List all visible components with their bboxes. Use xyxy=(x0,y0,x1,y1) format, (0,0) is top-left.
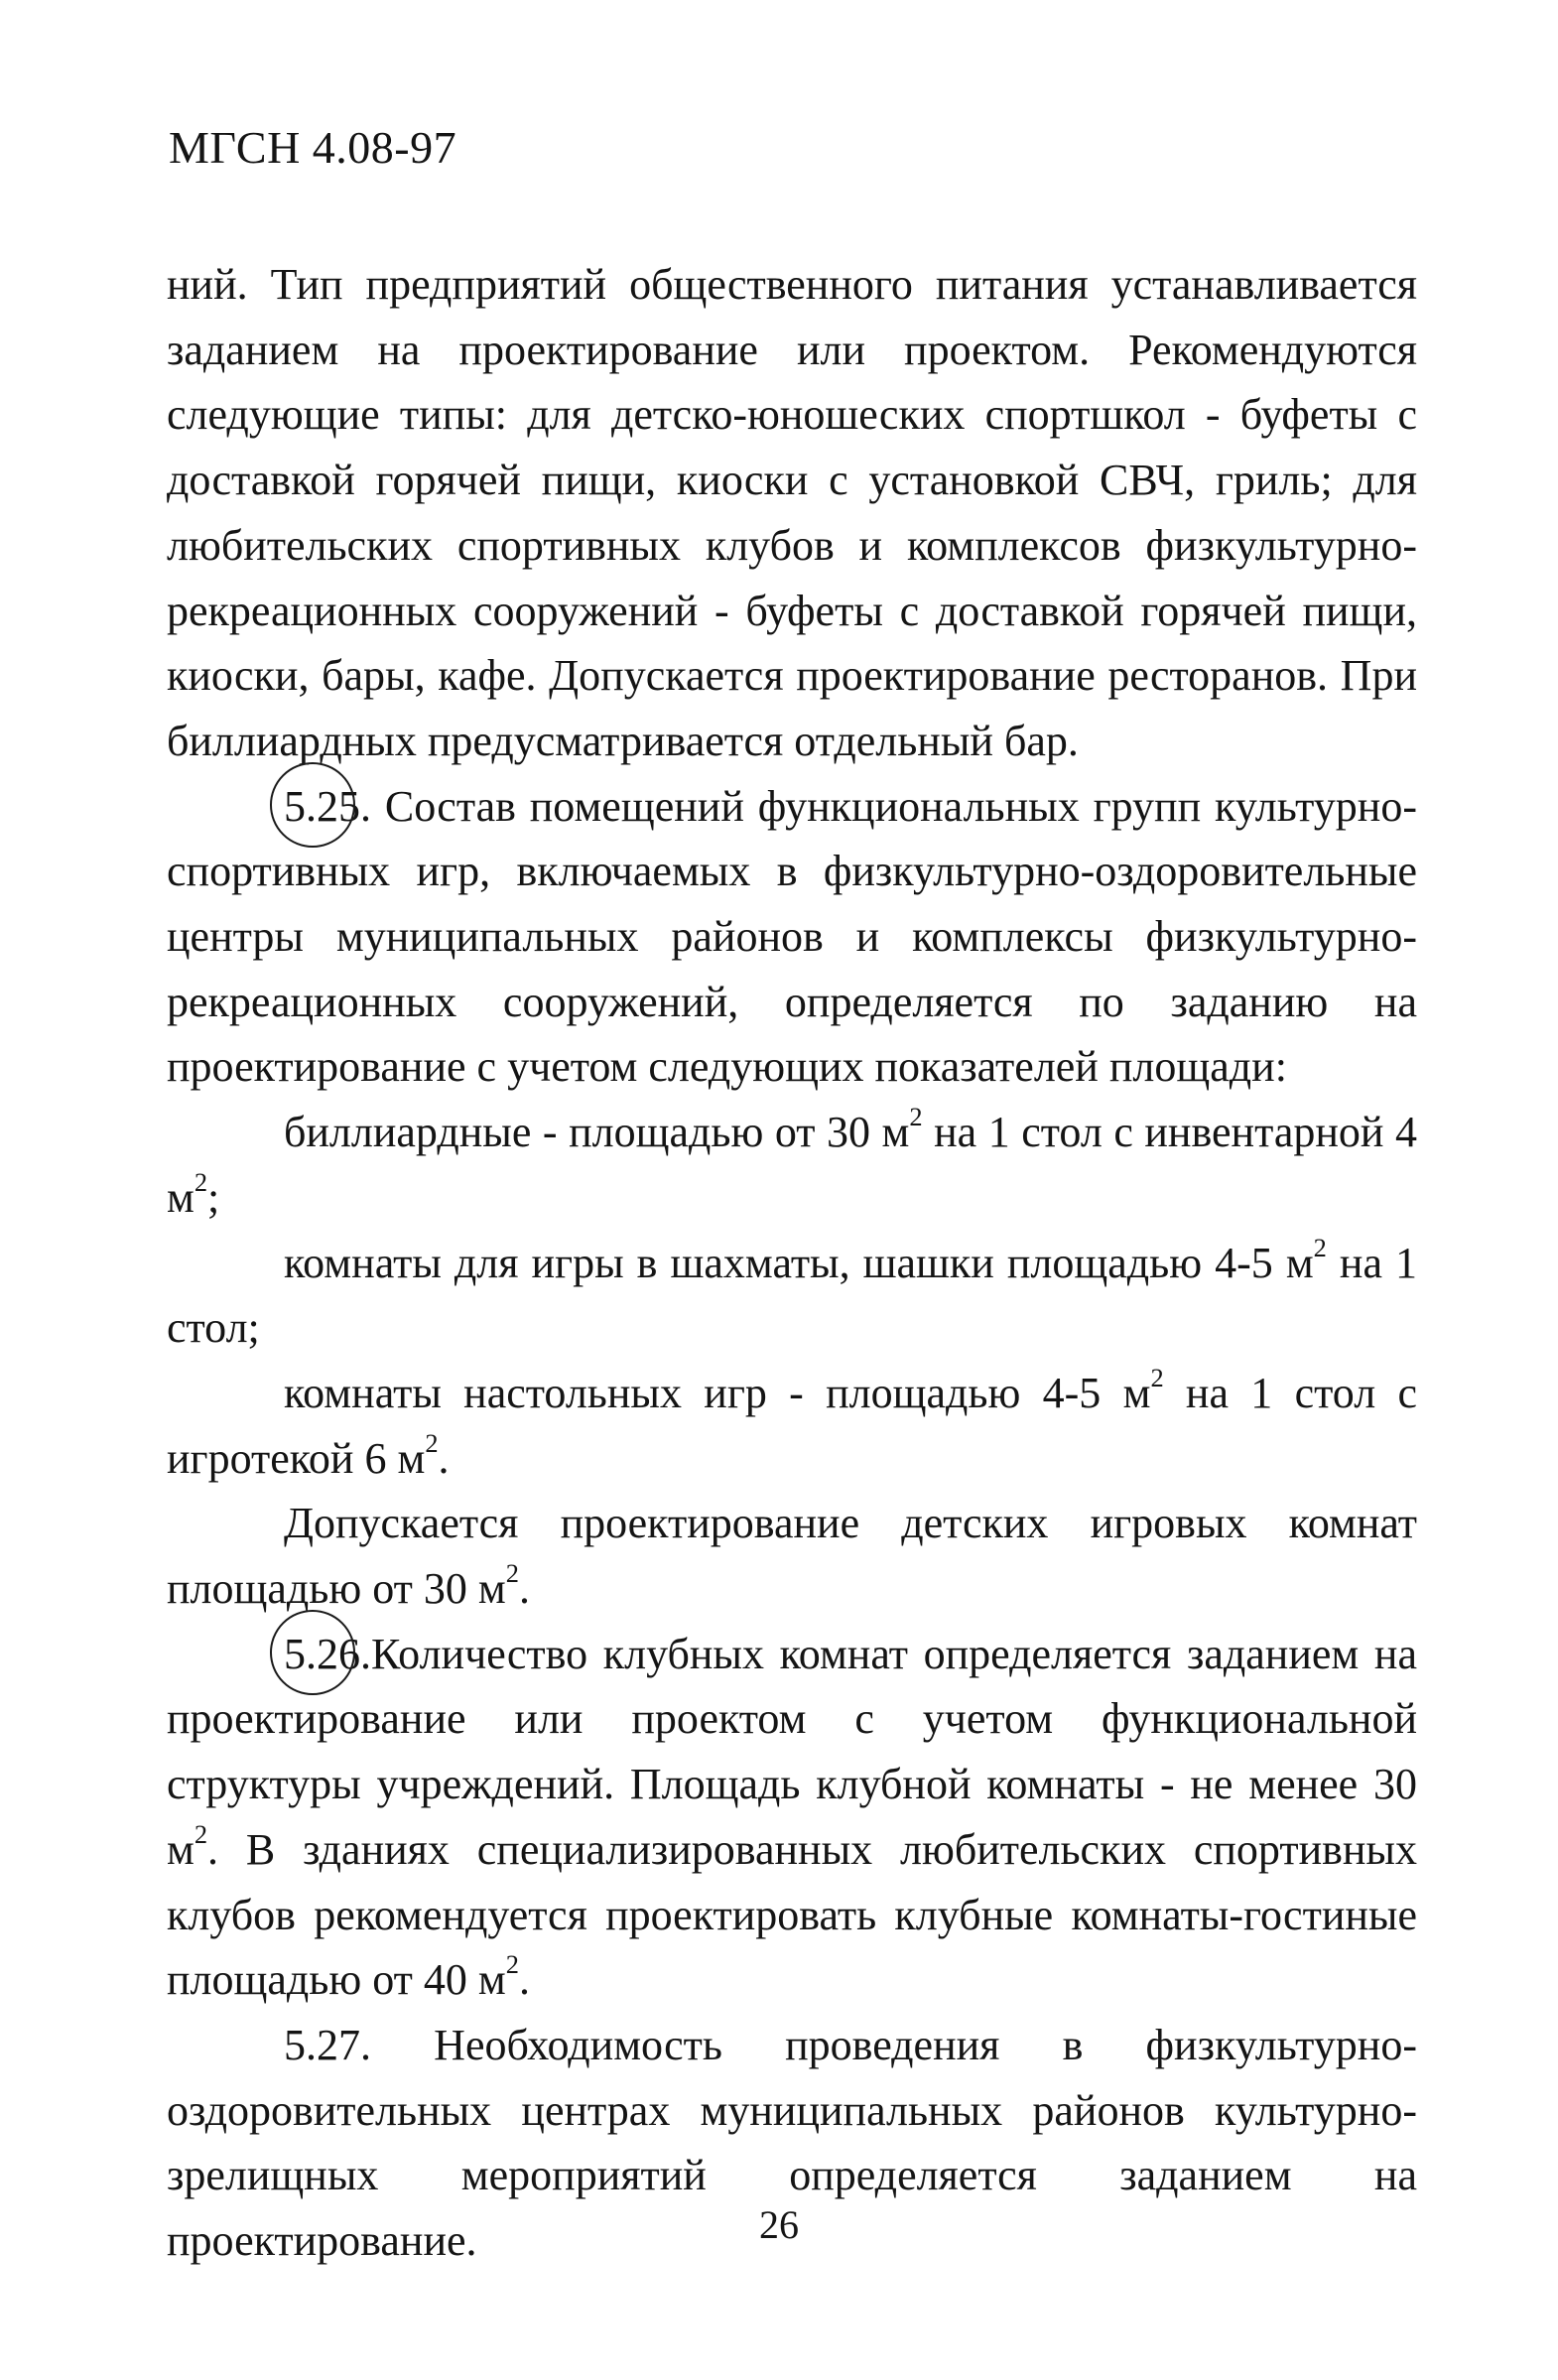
list-item-billiards xyxy=(167,1100,1417,1230)
paragraph-5-27: 5.27. Необходимость проведения в физкультурно-оздоровительных центрах муниципальных районов культурно-зрелищных мероприятий определяется заданием на проектирование. xyxy=(167,2020,1417,2266)
superscript-2: 2 xyxy=(194,1818,208,1849)
list-item-chess-text: комнаты для игры в шахматы, шашки площадью 4-5 м xyxy=(284,1238,1314,1287)
list-item-board-games-text: комнаты настольных игр - площадью 4-5 м xyxy=(284,1368,1151,1417)
paragraph-5-26 xyxy=(167,1622,1417,2013)
superscript-2: 2 xyxy=(505,1949,519,1980)
paragraph-5-26-text: Количество клубных комнат определяется заданием на проектирование или проектом с учетом функциональной структуры учреждений. Площадь клубной комнаты - не менее 30 м xyxy=(167,1629,1417,1874)
paragraph-kids-rooms-text: Допускается проектирование детских игровых комнат площадью от 30 м xyxy=(167,1499,1417,1614)
superscript-2: 2 xyxy=(425,1427,439,1458)
list-item-board-games xyxy=(167,1361,1417,1491)
list-item-billiards-end: ; xyxy=(207,1172,220,1222)
superscript-2: 2 xyxy=(1313,1232,1327,1262)
paragraph-catering-types: ний. Тип предприятий общественного питания устанавливается заданием на проектирование или проектом. Рекомендуются следующие типы: для детско-юношеских спортшкол - буфеты с доставкой горячей пищи, киоски с установкой СВЧ, гриль; для любительских спортивных клубов и комплексов физкультурно-рекреационных сооружений - буфеты с доставкой горячей пищи, киоски, бары, кафе. Допускается проектирование ресторанов. При биллиардных предусматривается отдельный бар. xyxy=(167,260,1417,765)
superscript-2: 2 xyxy=(505,1557,519,1588)
page-number: 26 xyxy=(759,2202,799,2247)
paragraph-kids-rooms-end: . xyxy=(518,1564,530,1614)
superscript-2: 2 xyxy=(194,1166,208,1197)
list-item-billiards-text-2: на 1 стол с инвентарной 4 м xyxy=(167,1108,1417,1222)
document-body xyxy=(167,252,1417,2274)
list-item-board-games-end: . xyxy=(438,1433,450,1483)
superscript-2: 2 xyxy=(909,1102,923,1132)
paragraph-5-26-text-2: . В зданиях специализированных любительских спортивных клубов рекомендуется проектировать клубные комнаты-гостиные площадью от 40 м xyxy=(167,1824,1417,2005)
list-item-chess-rooms xyxy=(167,1231,1417,1361)
paragraph-5-25-text: Состав помещений функциональных групп культурно-спортивных игр, включаемых в физкультурно-оздоровительные центры муниципальных районов и комплексы физкультурно-рекреационных сооружений, определяется по заданию на проектирование с учетом следующих показателей площади: xyxy=(167,781,1417,1092)
superscript-2: 2 xyxy=(1150,1362,1164,1392)
list-item-billiards-text: биллиардные - площадью от 30 м xyxy=(284,1108,910,1157)
document-code-header: МГСН 4.08-97 xyxy=(169,122,457,173)
paragraph-5-25 xyxy=(167,774,1417,1101)
list-item-chess-text-2: на 1 стол; xyxy=(167,1238,1417,1353)
paragraph-kids-rooms xyxy=(167,1491,1417,1621)
paragraph-5-26-end: . xyxy=(518,1955,530,2005)
circled-clause-number-5-26: 5.26. xyxy=(284,1622,371,1687)
circled-clause-number-5-25: 5.25. xyxy=(284,774,371,840)
list-item-board-games-text-2: на 1 стол с игротекой 6 м xyxy=(167,1368,1417,1483)
